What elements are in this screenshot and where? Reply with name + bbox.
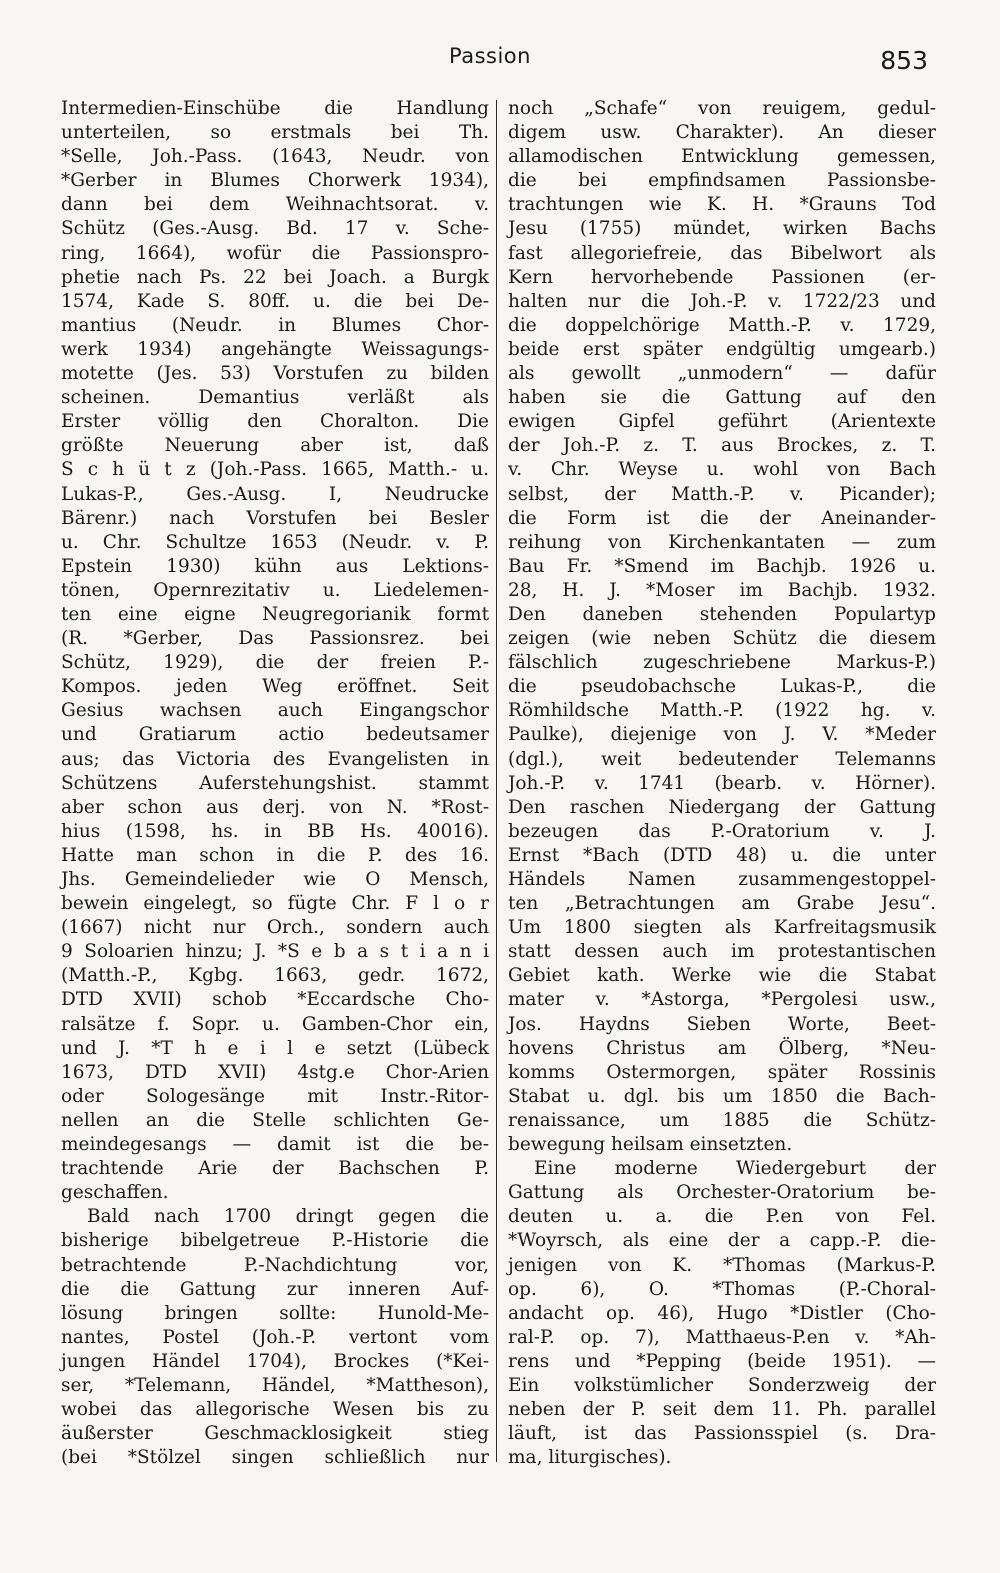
text-line: als gewollt „unmodern“ — dafür — [508, 363, 936, 385]
text-line: ma, liturgisches). — [508, 1447, 672, 1469]
text-line: halten nur die Joh.-P. v. 1722/23 und — [508, 290, 936, 312]
text-line: Den daneben stehenden Populartyp — [508, 603, 936, 625]
text-line: renaissance, um 1885 die Schütz- — [508, 1109, 936, 1131]
text-line: selbst, der Matth.-P. v. Picander); — [508, 483, 936, 505]
column-divider — [496, 100, 497, 1462]
text-line: deuten u. a. die P.en von Fel. — [508, 1206, 936, 1228]
text-line: (Matth.-P., Kgbg. 1663, gedr. 1672, — [61, 965, 489, 987]
text-line: betrachtende P.-Nachdichtung vor, — [61, 1254, 489, 1276]
text-line: die die Gattung zur inneren Auf- — [61, 1278, 489, 1300]
text-line: haben sie die Gattung auf den — [508, 387, 936, 409]
text-line: beide erst später endgültig umgearb.) — [508, 338, 936, 360]
text-line: bewegung heilsam einsetzten. — [508, 1134, 793, 1156]
text-line: jenigen von K. *Thomas (Markus-P. — [508, 1254, 936, 1276]
text-line: 1673, DTD XVII) 4stg.e Chor-Arien — [61, 1061, 489, 1083]
text-line: trachtungen wie K. H. *Grauns Tod — [508, 194, 936, 216]
text-line: bisherige bibelgetreue P.-Historie die — [61, 1230, 489, 1252]
text-line: Jesu (1755) mündet, wirken Bachs — [508, 218, 936, 240]
text-line: ser, *Telemann, Händel, *Mattheson), — [61, 1374, 489, 1396]
text-line: Römhildsche Matth.-P. (1922 hg. v. — [508, 700, 936, 722]
text-line: größte Neuerung aber ist, daß — [61, 435, 489, 457]
text-line: trachtende Arie der Bachschen P. — [61, 1158, 489, 1180]
text-line: *Selle, Joh.-Pass. (1643, Neudr. von — [61, 146, 489, 168]
text-line: Ernst *Bach (DTD 48) u. die unter — [508, 844, 936, 866]
text-line: phetie nach Ps. 22 bei Joach. a Burgk — [61, 266, 489, 288]
text-line: meindegesangs — damit ist die be- — [61, 1134, 489, 1156]
text-line: (bei *Stölzel singen schließlich nur — [61, 1447, 489, 1469]
text-line: läuft, ist das Passionsspiel (s. Dra- — [508, 1423, 936, 1445]
text-line: lösung bringen sollte: Hunold-Me- — [61, 1302, 489, 1324]
text-line: u. Chr. Schultze 1653 (Neudr. v. P. — [61, 531, 489, 553]
text-line: nellen an die Stelle schlichten Ge- — [61, 1109, 489, 1131]
text-line: mantius (Neudr. in Blumes Chor- — [61, 314, 489, 336]
text-line: 1574, Kade S. 80ff. u. die bei De- — [61, 290, 489, 312]
text-line: wobei das allegorische Wesen bis zu — [61, 1399, 489, 1421]
text-line: hius (1598, hs. in BB Hs. 40016). — [61, 820, 489, 842]
text-line: digem usw. Charakter). An dieser — [508, 122, 936, 144]
page-header — [0, 44, 1000, 84]
text-line: Paulke), diejenige von J. V. *Meder — [508, 724, 936, 746]
text-line: Bärenr.) nach Vorstufen bei Besler — [61, 507, 489, 529]
text-line: fast allegoriefreie, das Bibelwort als — [508, 242, 936, 264]
text-line: ten „Betrachtungen am Grabe Jesu“. — [508, 893, 936, 915]
text-line: ten eine eigne Neugregorianik formt — [61, 603, 489, 625]
text-line: Ein volkstümlicher Sonderzweig der — [508, 1374, 936, 1396]
text-line: Kern hervorhebende Passionen (er- — [508, 266, 936, 288]
text-line: Hatte man schon in die P. des 16. — [61, 844, 489, 866]
text-line: werk 1934) angehängte Weissagungs- — [61, 338, 489, 360]
text-line: die bei empfindsamen Passionsbe- — [508, 170, 936, 192]
text-line: 9 Soloarien hinzu; J. *S e b a s t i a n i — [61, 941, 489, 963]
text-line: ring, 1664), wofür die Passionspro- — [61, 242, 489, 264]
text-line: reihung von Kirchenkantaten — zum — [508, 531, 936, 553]
text-line: Epstein 1930) kühn aus Lektions- — [61, 555, 489, 577]
text-line: die pseudobachsche Lukas-P., die — [508, 676, 936, 698]
text-line: Schütz (Ges.-Ausg. Bd. 17 v. Sche- — [61, 218, 489, 240]
text-line: Schütz, 1929), die der freien P.- — [61, 652, 489, 674]
text-line: ewigen Gipfel geführt (Arientexte — [508, 411, 936, 433]
text-line: DTD XVII) schob *Eccardsche Cho- — [61, 989, 489, 1011]
text-line: bewein eingelegt, so fügte Chr. F l o r — [61, 893, 489, 915]
text-line: bezeugen das P.-Oratorium v. J. — [508, 820, 936, 842]
text-line: Den raschen Niedergang der Gattung — [508, 796, 936, 818]
text-line: noch „Schafe“ von reuigem, gedul- — [508, 98, 936, 119]
text-line: Gattung als Orchester-Oratorium be- — [508, 1182, 936, 1204]
text-line: hovens Christus am Ölberg, *Neu- — [508, 1037, 936, 1059]
text-line: ral-P. op. 7), Matthaeus-P.en v. *Ah- — [508, 1326, 936, 1348]
text-line: unterteilen, so erstmals bei Th. — [61, 122, 489, 144]
text-line: v. Chr. Weyse u. wohl von Bach — [508, 459, 936, 481]
text-line: äußerster Geschmacklosigkeit stieg — [61, 1423, 489, 1445]
text-line: Jos. Haydns Sieben Worte, Beet- — [508, 1013, 936, 1035]
text-line: allamodischen Entwicklung gemessen, — [508, 146, 936, 168]
text-line: Intermedien-Einschübe die Handlung — [61, 98, 489, 119]
running-title: Passion — [449, 44, 531, 68]
text-line: *Gerber in Blumes Chorwerk 1934), — [61, 170, 489, 192]
text-line: (1667) nicht nur Orch., sondern auch — [61, 917, 489, 939]
text-line: aber schon aus derj. von N. *Rost- — [61, 796, 489, 818]
text-line: Joh.-P. v. 1741 (bearb. v. Hörner). — [508, 772, 936, 794]
text-line: Erster völlig den Choralton. Die — [61, 411, 489, 433]
text-line: nantes, Postel (Joh.-P. vertont vom — [61, 1326, 489, 1348]
text-line: fälschlich zugeschriebene Markus-P.) — [508, 652, 936, 674]
text-line: Lukas-P., Ges.-Ausg. I, Neudrucke — [61, 483, 489, 505]
text-line: statt dessen auch im protestantischen — [508, 941, 936, 963]
text-line: Bau Fr. *Smend im Bachjb. 1926 u. — [508, 555, 936, 577]
text-line: mater v. *Astorga, *Pergolesi usw., — [508, 989, 936, 1011]
right-column — [508, 97, 936, 1470]
text-line: Gesius wachsen auch Eingangschor — [61, 700, 489, 722]
text-line: der Joh.-P. z. T. aus Brockes, z. T. — [508, 435, 936, 457]
text-line: jungen Händel 1704), Brockes (*Kei- — [61, 1350, 489, 1372]
text-line: und J. *T h e i l e setzt (Lübeck — [61, 1037, 489, 1059]
text-line: rens und *Pepping (beide 1951). — — [508, 1350, 936, 1372]
text-line: Stabat u. dgl. bis um 1850 die Bach- — [508, 1085, 936, 1107]
text-line: Um 1800 siegten als Karfreitagsmusik — [508, 917, 936, 939]
text-line: Bald nach 1700 dringt gegen die — [87, 1206, 489, 1228]
text-line: (R. *Gerber, Das Passionsrez. bei — [61, 628, 489, 650]
text-line: tönen, Opernrezitativ u. Liedelemen- — [61, 579, 489, 601]
text-line: oder Sologesänge mit Instr.-Ritor- — [61, 1085, 489, 1107]
text-line: ralsätze f. Sopr. u. Gamben-Chor ein, — [61, 1013, 489, 1035]
text-line: die doppelchörige Matth.-P. v. 1729, — [508, 314, 936, 336]
text-line: Eine moderne Wiedergeburt der — [534, 1158, 936, 1180]
text-line: Jhs. Gemeindelieder wie O Mensch, — [61, 869, 489, 890]
text-line: geschaffen. — [61, 1182, 169, 1204]
text-line: und Gratiarum actio bedeutsamer — [61, 724, 489, 746]
text-line: komms Ostermorgen, später Rossinis — [508, 1061, 936, 1083]
text-line: *Woyrsch, als eine der a capp.-P. die- — [508, 1230, 936, 1252]
page-number: 853 — [880, 46, 928, 75]
text-line: die Form ist die der Aneinander- — [508, 507, 936, 529]
text-line: andacht op. 46), Hugo *Distler (Cho- — [508, 1302, 936, 1324]
text-line: scheinen. Demantius verläßt als — [61, 387, 489, 409]
left-column — [61, 97, 489, 1470]
text-line: 28, H. J. *Moser im Bachjb. 1932. — [508, 579, 936, 601]
text-line: Schützens Auferstehungshist. stammt — [61, 772, 489, 794]
text-line: motette (Jes. 53) Vorstufen zu bilden — [61, 363, 489, 385]
text-line: op. 6), O. *Thomas (P.-Choral- — [508, 1278, 936, 1300]
text-line: dann bei dem Weihnachtsorat. v. — [61, 194, 489, 216]
text-line: Händels Namen zusammengestoppel- — [508, 869, 936, 890]
text-line: S c h ü t z (Joh.-Pass. 1665, Matth.- u. — [61, 459, 489, 481]
text-line: Gebiet kath. Werke wie die Stabat — [508, 965, 936, 987]
text-line: (dgl.), weit bedeutender Telemanns — [508, 748, 936, 770]
text-line: neben der P. seit dem 11. Ph. parallel — [508, 1399, 936, 1421]
text-line: aus; das Victoria des Evangelisten in — [61, 748, 489, 770]
text-line: zeigen (wie neben Schütz die diesem — [508, 628, 936, 650]
text-line: Kompos. jeden Weg eröffnet. Seit — [61, 676, 489, 698]
